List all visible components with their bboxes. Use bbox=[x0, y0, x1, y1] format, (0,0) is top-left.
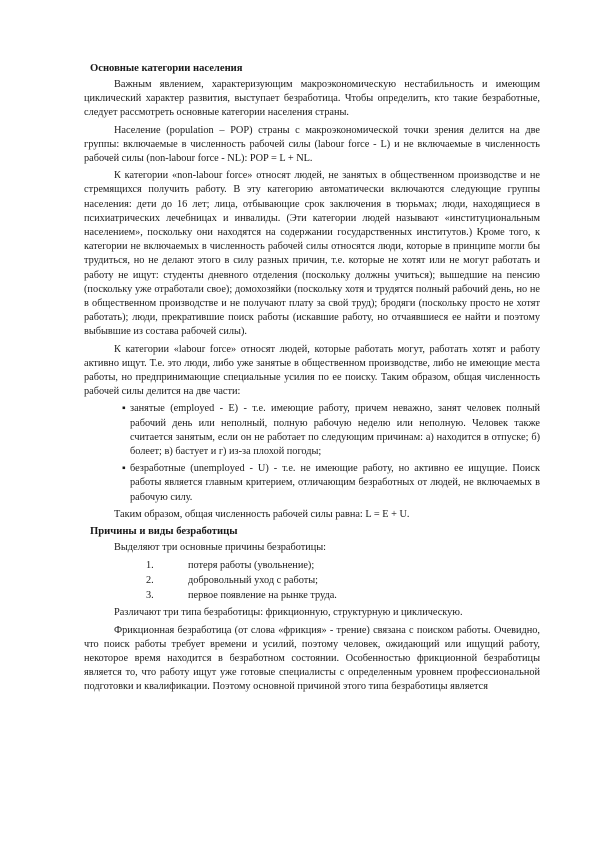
list-item bbox=[146, 588, 540, 603]
paragraph: К категории «labour force» относят людей, которые работать могут, работать хотят и работу активно ищут. Т.е. это люди, либо уже занятые в общественном производстве, либо не имеющие места работы, но предпринимающие специальные усилия по ее поиску. Таким образом, общая численность рабочей силы делится на две части: bbox=[84, 343, 540, 398]
list-number: 3. bbox=[146, 590, 154, 602]
section-heading-unemployment: Причины и виды безработицы bbox=[90, 526, 238, 538]
section-heading-population: Основные категории населения bbox=[90, 63, 243, 74]
list-item bbox=[146, 573, 540, 588]
paragraph: Фрикционная безработица (от слова «фрикция» - трение) связана с поиском работы. Очевидно, что поиск работы требует времени и усилий, поэтому человек, ожидающий или ищущий работу, некоторое время находится в безработном состоянии. Особенностью фрикционной безработицы является то, что работу ищут уже готовые специалисты с определенным уровнем профессиональной подготовки и квалификации. Поэтому основной причиной этого типа безработицы является bbox=[84, 624, 540, 693]
bullet-item-unemployed bbox=[122, 462, 540, 505]
bullet-item-employed bbox=[122, 402, 540, 459]
paragraph: Население (population – POP) страны с макроэкономической точки зрения делится на две группы: включаемые в численность рабочей силы (labour force - L) и не включаемые в численность рабочей силы (non-labour force - NL): POP = L + NL. bbox=[84, 124, 540, 165]
bullet-text: безработные (unemployed - U) - т.е. не имеющие работу, но активно ее ищущие. Поиск работы является главным критерием, отличающим безработных от людей, не включаемых в рабочую силу. bbox=[130, 463, 540, 503]
list-number: 2. bbox=[146, 575, 154, 587]
bullet-icon: ▪ bbox=[122, 403, 126, 415]
paragraph: К категории «non-labour force» относят людей, не занятых в общественном производстве и не стремящихся получить работу. В эту категорию автоматически включаются следующие группы населения: дети до 16 лет; лица, отбывающие срок заключения в тюрьмах; люди, находящиеся в психиатрических лечебницах и инвалиды. (Эти категории людей называют «институциональным населением», поскольку они находятся на содержании государственных институтов.) Кроме того, к категории не включаемых в численность рабочей силы относятся люди, которые в принципе могли бы трудиться, но не делают этого в силу разных причин, т.е. которые не хотят или не могут работать и работу не ищут: студенты дневного отделения (поскольку должны учиться); вышедшие на пенсию (поскольку уже отработали свое); домохозяйки (поскольку хотя и трудятся полный рабочий день, но не в общественном производстве и не получают плату за свой труд); бродяги (поскольку просто не хотят работать); люди, прекратившие поиск работы (искавшие работу, но отчаявшиеся ее найти и поэтому выбывшие из состава рабочей силы). bbox=[84, 170, 540, 338]
list-item-text: первое появление на рынке труда. bbox=[188, 590, 337, 602]
list-item bbox=[146, 558, 540, 573]
paragraph: Различают три типа безработицы: фрикционную, структурную и циклическую. bbox=[114, 607, 463, 619]
bullet-list bbox=[122, 402, 540, 504]
bullet-text: занятые (employed - E) - т.е. имеющие работу, причем неважно, занят человек полный рабочий день или неполный, полную рабочую неделю или неполную. Человек также считается занятым, если он не работает по следующим причинам: а) находится в отпуске; б) болеет; в) бастует и г) из-за плохой погоды; bbox=[130, 403, 540, 458]
paragraph-formula: Таким образом, общая численность рабочей силы равна: L = E + U. bbox=[114, 508, 410, 520]
list-number: 1. bbox=[146, 560, 154, 572]
page-content bbox=[84, 62, 540, 698]
paragraph: Важным явлением, характеризующим макроэкономическую нестабильность и имеющим циклический характер развития, выступает безработица. Чтобы определить, кто такие безработные, следует рассмотреть основные категории населения страны. bbox=[84, 79, 540, 119]
list-item-text: добровольный уход с работы; bbox=[188, 575, 319, 587]
numbered-list bbox=[146, 558, 540, 603]
paragraph: Выделяют три основные причины безработицы: bbox=[114, 542, 327, 554]
list-item-text: потеря работы (увольнение); bbox=[188, 560, 315, 572]
bullet-icon: ▪ bbox=[122, 463, 126, 475]
